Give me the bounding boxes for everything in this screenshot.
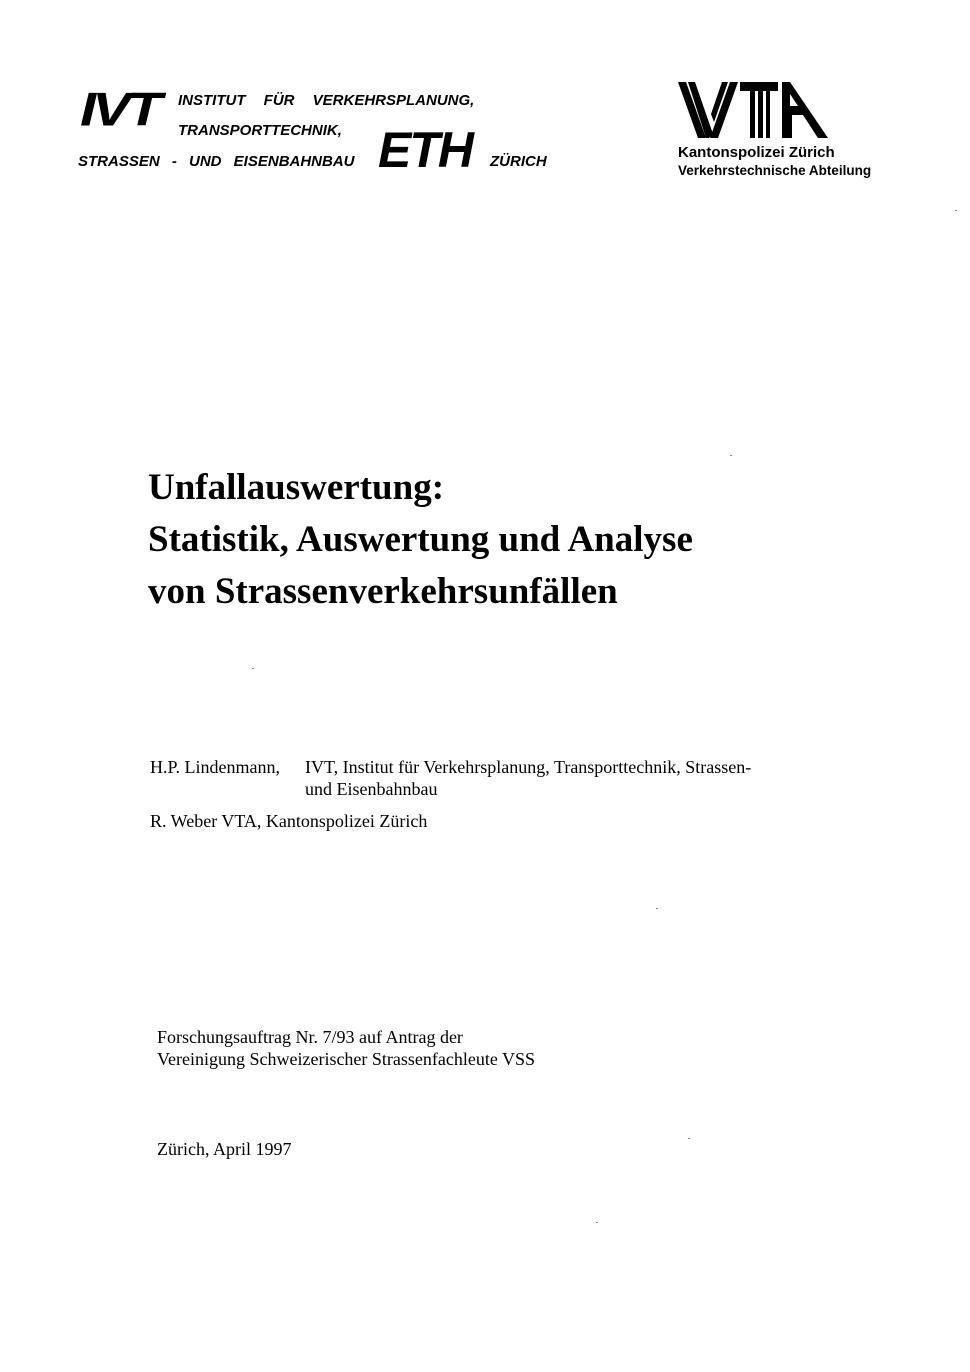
eth-city: ZÜRICH	[490, 153, 547, 170]
institute-line-3: STRASSEN - UND EISENBAHNBAU	[78, 153, 355, 170]
author-2: R. Weber VTA, Kantonspolizei Zürich	[150, 811, 428, 831]
vta-logo	[678, 82, 828, 138]
research-contract-line-2: Vereinigung Schweizerischer Strassenfachleute VSS	[157, 1049, 536, 1069]
author-1-affiliation-line-2: und Eisenbahnbau	[305, 779, 438, 799]
scan-speck	[688, 1138, 690, 1139]
scan-speck	[656, 908, 658, 909]
scan-speck	[730, 455, 732, 456]
document-title	[148, 462, 693, 618]
vta-line-2: Verkehrstechnische Abteilung	[678, 163, 872, 178]
scan-speck	[955, 210, 957, 211]
institute-line-2: TRANSPORTTECHNIK,	[178, 122, 342, 139]
title-line-2: Statistik, Auswertung und Analyse	[148, 519, 693, 560]
institute-line-1: INSTITUT FÜR VERKEHRSPLANUNG,	[178, 92, 475, 109]
title-line-3: von Strassenverkehrsunfällen	[148, 571, 618, 612]
eth-logo: ETH	[378, 122, 472, 178]
research-contract-line-1: Forschungsauftrag Nr. 7/93 auf Antrag der	[157, 1027, 463, 1047]
vta-line-1: Kantonspolizei Zürich	[678, 144, 835, 161]
author-1-name: H.P. Lindenmann,	[150, 757, 280, 777]
title-line-1: Unfallauswertung:	[148, 467, 445, 508]
scan-speck	[596, 1222, 598, 1223]
scan-speck	[252, 668, 254, 669]
place-date: Zürich, April 1997	[157, 1139, 292, 1159]
author-1-affiliation-line-1: IVT, Institut für Verkehrsplanung, Transporttechnik, Strassen-	[305, 757, 752, 777]
ivt-logo: IVT	[80, 82, 159, 137]
